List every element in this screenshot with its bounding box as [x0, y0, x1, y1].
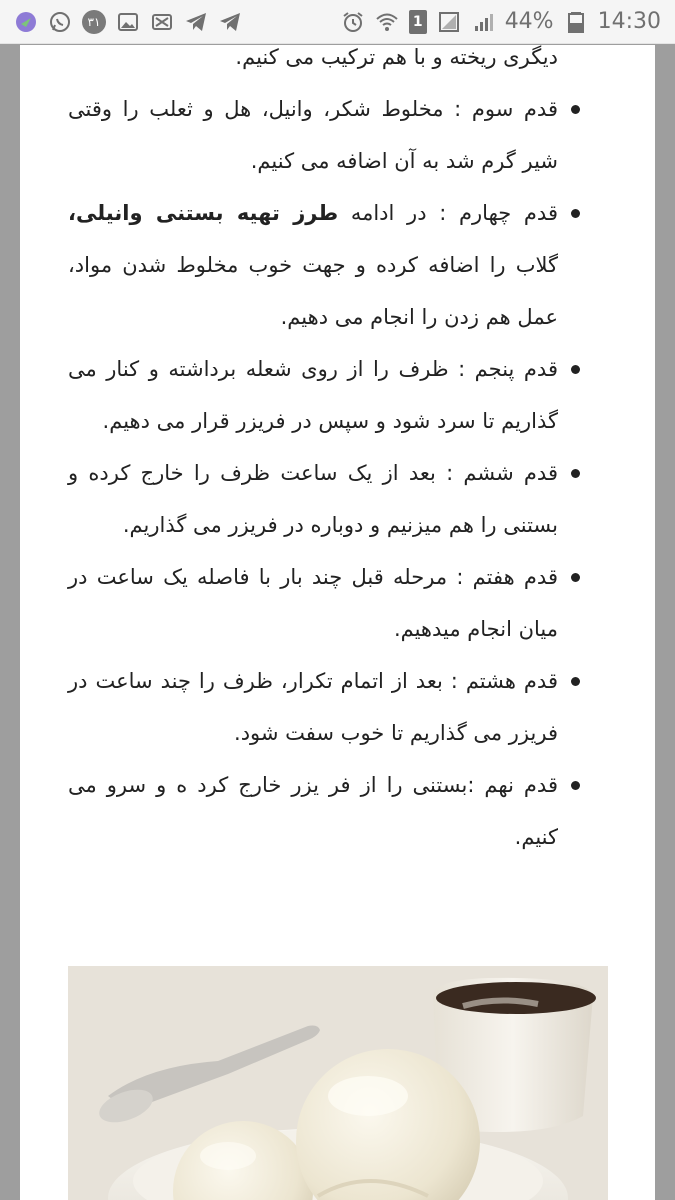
- sim-icon: 1: [409, 10, 427, 34]
- list-item: قدم پنجم : ظرف را از روی شعله برداشته و کنار می گذاریم تا سرد شود و سپس در فریزر قرار می دهیم.: [68, 343, 558, 447]
- list-item: [68, 187, 558, 343]
- telegram-icon: [184, 10, 208, 34]
- signal-icon: [437, 10, 461, 34]
- status-bar-right: [341, 9, 661, 34]
- page-gutter-left: [0, 45, 20, 1200]
- list-item: قدم سوم : مخلوط شکر، وانیل، هل و ثعلب را وقتی شیر گرم شد به آن اضافه می کنیم.: [68, 83, 558, 187]
- article-body[interactable]: [20, 45, 655, 1200]
- battery-percent: 44%: [504, 9, 554, 34]
- telegram-icon: [218, 10, 242, 34]
- battery-icon: [564, 10, 588, 34]
- list-item: دیگری ریخته و با هم ترکیب می کنیم.: [235, 45, 558, 69]
- gallery-icon: [116, 10, 140, 34]
- ice-cream-photo: [68, 966, 608, 1200]
- app-icon: [14, 10, 38, 34]
- list-item: قدم ششم : بعد از یک ساعت ظرف را خارج کرده و بستنی را هم میزنیم و دوباره در فریزر می گذاریم.: [68, 447, 558, 551]
- calendar-badge-icon: ۳۱: [82, 10, 106, 34]
- wifi-icon: [375, 10, 399, 34]
- whatsapp-icon: [48, 10, 72, 34]
- list-item: قدم هشتم : بعد از اتمام تکرار، ظرف را چند ساعت در فریزر می گذاریم تا خوب سفت شود.: [68, 655, 558, 759]
- step-text: گلاب را اضافه کرده و جهت خوب مخلوط شدن مواد، عمل هم زدن را انجام می دهیم.: [68, 253, 558, 329]
- page-gutter-right: [655, 45, 675, 1200]
- status-bar: [0, 0, 675, 44]
- list-item: قدم هفتم : مرحله قبل چند بار با فاصله یک ساعت در میان انجام میدهیم.: [68, 551, 558, 655]
- ice-cream-illustration: [68, 966, 608, 1200]
- signal-icon: [471, 10, 495, 34]
- step-text: قدم چهارم : در ادامه: [338, 201, 558, 225]
- clock: 14:30: [597, 9, 661, 34]
- alarm-icon: [341, 10, 365, 34]
- status-bar-left: [14, 10, 242, 34]
- recipe-title-link[interactable]: طرز تهیه بستنی وانیلی،: [68, 201, 339, 225]
- missed-call-icon: [150, 10, 174, 34]
- recipe-steps-list: [68, 45, 558, 863]
- list-item: قدم نهم :بستنی را از فر یزر خارج کرد ه و سرو می کنیم.: [68, 759, 558, 863]
